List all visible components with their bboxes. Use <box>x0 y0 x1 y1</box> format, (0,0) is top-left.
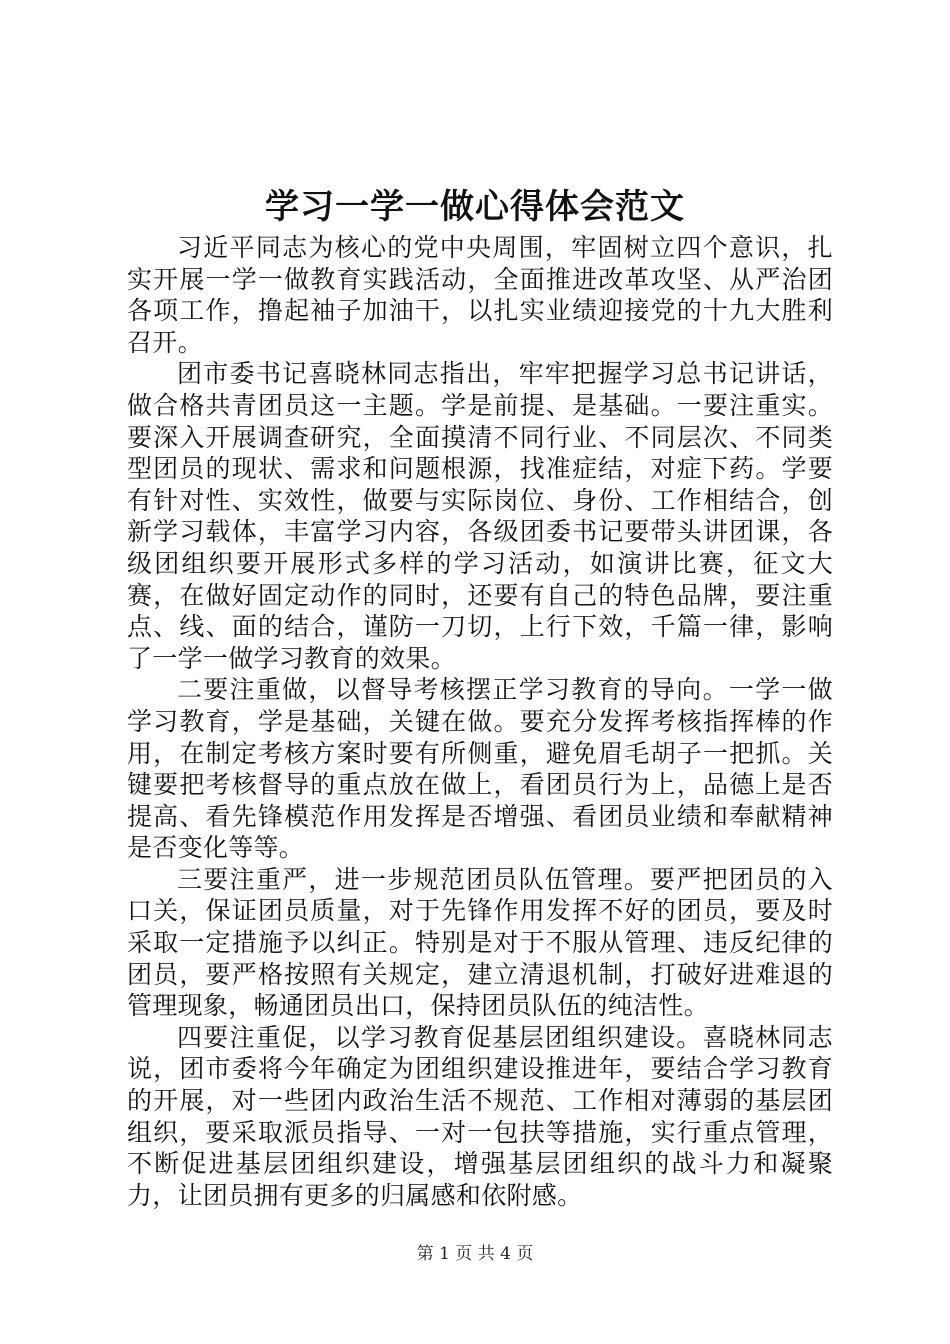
paragraph: 习近平同志为核心的党中央周围，牢固树立四个意识，扎实开展一学一做教育实践活动，全面推进改革攻坚、从严治团各项工作，撸起袖子加油干，以扎实业绩迎接党的十九大胜利召开。 <box>127 233 833 357</box>
document-title: 学习一学一做心得体会范文 <box>265 187 685 227</box>
document-body <box>127 232 833 1211</box>
page-number-footer: 第 1 页 共 4 页 <box>416 1244 534 1264</box>
paragraph: 团市委书记喜晓林同志指出，牢牢把握学习总书记讲话，做合格共青团员这一主题。学是前提、是基础。一要注重实。要深入开展调查研究，全面摸清不同行业、不同层次、不同类型团员的现状、需求和问题根源，找准症结，对症下药。学要有针对性、实效性，做要与实际岗位、身份、工作相结合，创新学习载体，丰富学习内容，各级团委书记要带头讲团课，各级团组织要开展形式多样的学习活动，如演讲比赛，征文大赛，在做好固定动作的同时，还要有自己的特色品牌，要注重点、线、面的结合，谨防一刀切，上行下效，千篇一律，影响了一学一做学习教育的效果。 <box>127 359 833 673</box>
paragraph: 二要注重做，以督导考核摆正学习教育的导向。一学一做学习教育，学是基础，关键在做。要充分发挥考核指挥棒的作用，在制定考核方案时要有所侧重，避免眉毛胡子一把抓。关键要把考核督导的重点放在做上，看团员行为上，品德上是否提高、看先锋模范作用发挥是否增强、看团员业绩和奉献精神是否变化等等。 <box>127 675 833 863</box>
paragraph: 四要注重促，以学习教育促基层团组织建设。喜晓林同志说，团市委将今年确定为团组织建设推进年，要结合学习教育的开展，对一些团内政治生活不规范、工作相对薄弱的基层团组织，要采取派员指导、一对一包扶等措施，实行重点管理，不断促进基层团组织建设，增强基层团组织的战斗力和凝聚力，让团员拥有更多的归属感和依附感。 <box>127 1022 833 1210</box>
paragraph: 三要注重严，进一步规范团员队伍管理。要严把团员的入口关，保证团员质量，对于先锋作用发挥不好的团员，要及时采取一定措施予以纠正。特别是对于不服从管理、违反纪律的团员，要严格按照有关规定，建立清退机制，打破好进难退的管理现象，畅通团员出口，保持团员队伍的纯洁性。 <box>127 864 833 1021</box>
